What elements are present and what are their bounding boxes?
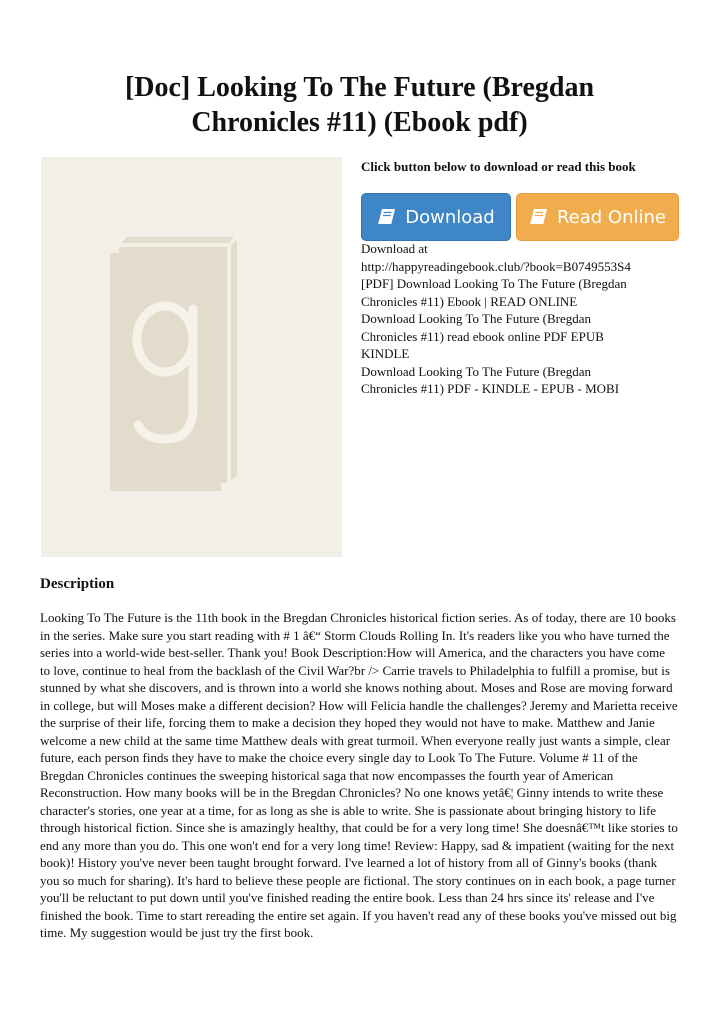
book-g-placeholder-icon (41, 157, 342, 557)
read-online-button-label: Read Online (556, 206, 666, 228)
book-icon (377, 208, 397, 226)
page-title-line-2: Chronicles #11) (Ebook pdf) (191, 107, 528, 138)
download-at-label: Download at (361, 241, 428, 256)
book-cover-placeholder (41, 157, 342, 557)
formats-download-link-cont[interactable]: Chronicles #11) PDF - KINDLE - EPUB - MOBI (361, 381, 620, 396)
download-panel (361, 158, 681, 396)
download-button[interactable] (361, 193, 511, 241)
read-online-button[interactable] (516, 193, 679, 241)
pdf-download-link-cont[interactable]: Chronicles #11) Ebook | READ ONLINE (361, 293, 578, 309)
description-body: Looking To The Future is the 11th book in the Bregdan Chronicles historical fiction series. As of today, there are 10 books in the series. Make sure you start reading with # 1 â€“ Storm Clouds Rolling In. It's readers like you who have turned the series into a world-wide best-seller. Thank you! Book Description:How will America, and the characters you have come to love, continue to heal from the backlash of the Civil War?br /> Carrie travels to Philadelphia to fulfill a promise, but is stunned by what she discovers, and is thrown into a world she knows nothing about. Moses and Rose are moving forward in college, but will Moses make a different decision? How will Felicia handle the challenges? Jeremy and Marietta receive the surprise of their life, forcing them to make a decision they hoped they would not have to make. Matthew and Janie welcome a new child at the same time Matthew deals with great turmoil. When everyone really just wants a simple, clear future, each person finds they have to make the choice every single day to Look To The Future. Volume # 11 of the Bregdan Chronicles continues the sweeping historical saga that now encompasses the fourth year of American Reconstruction. How many books will be in the Bregdan Chronicles? No one knows yetâ€¦ Ginny intends to write these character's stories, one year at a time, for as long as she is able to write. She is passionate about bringing history to life through historical fiction. Since she is amazingly healthy, that could be for a very long time! She doesnâ€™t like stories to end any more than you do. This one won't end for a very long time! Review: Happy, sad & impatient (waiting for the next book)! History you've never been taught brought forward. I've learned a lot of history from all of Ginny's books (thank you so much for sharing). It's hard to believe these people are fictional. The story continues on in each book, a page turner you'll be reluctant to put down until you've finished reading the entire book. Less than 24 hrs since its' release and I've finished the book. Time to start rereading the entire set again. If you haven't read any of these books you've missed out big time. My suggestion would be just try the first book. (40, 610, 678, 940)
book-icon (529, 208, 549, 226)
download-url-link[interactable]: http://happyreadingebook.club/?book=B0749553S4 (361, 258, 631, 274)
page-title-line-1: [Doc] Looking To The Future (Bregdan (124, 72, 595, 103)
description-heading: Description (40, 576, 115, 592)
pdf-download-link[interactable]: [PDF] Download Looking To The Future (Bregdan (361, 276, 627, 291)
button-group (361, 193, 681, 241)
read-online-link-cont[interactable]: Chronicles #11) read ebook online PDF EPUB (361, 328, 604, 344)
formats-download-link[interactable]: Download Looking To The Future (Bregdan (361, 363, 592, 379)
download-button-label: Download (405, 206, 495, 228)
cta-text: Click button below to download or read this book (361, 159, 636, 174)
read-online-link-cont-2[interactable]: KINDLE (361, 346, 410, 361)
download-links (361, 240, 681, 398)
page-title (40, 70, 679, 140)
read-online-link[interactable]: Download Looking To The Future (Bregdan (361, 311, 592, 326)
